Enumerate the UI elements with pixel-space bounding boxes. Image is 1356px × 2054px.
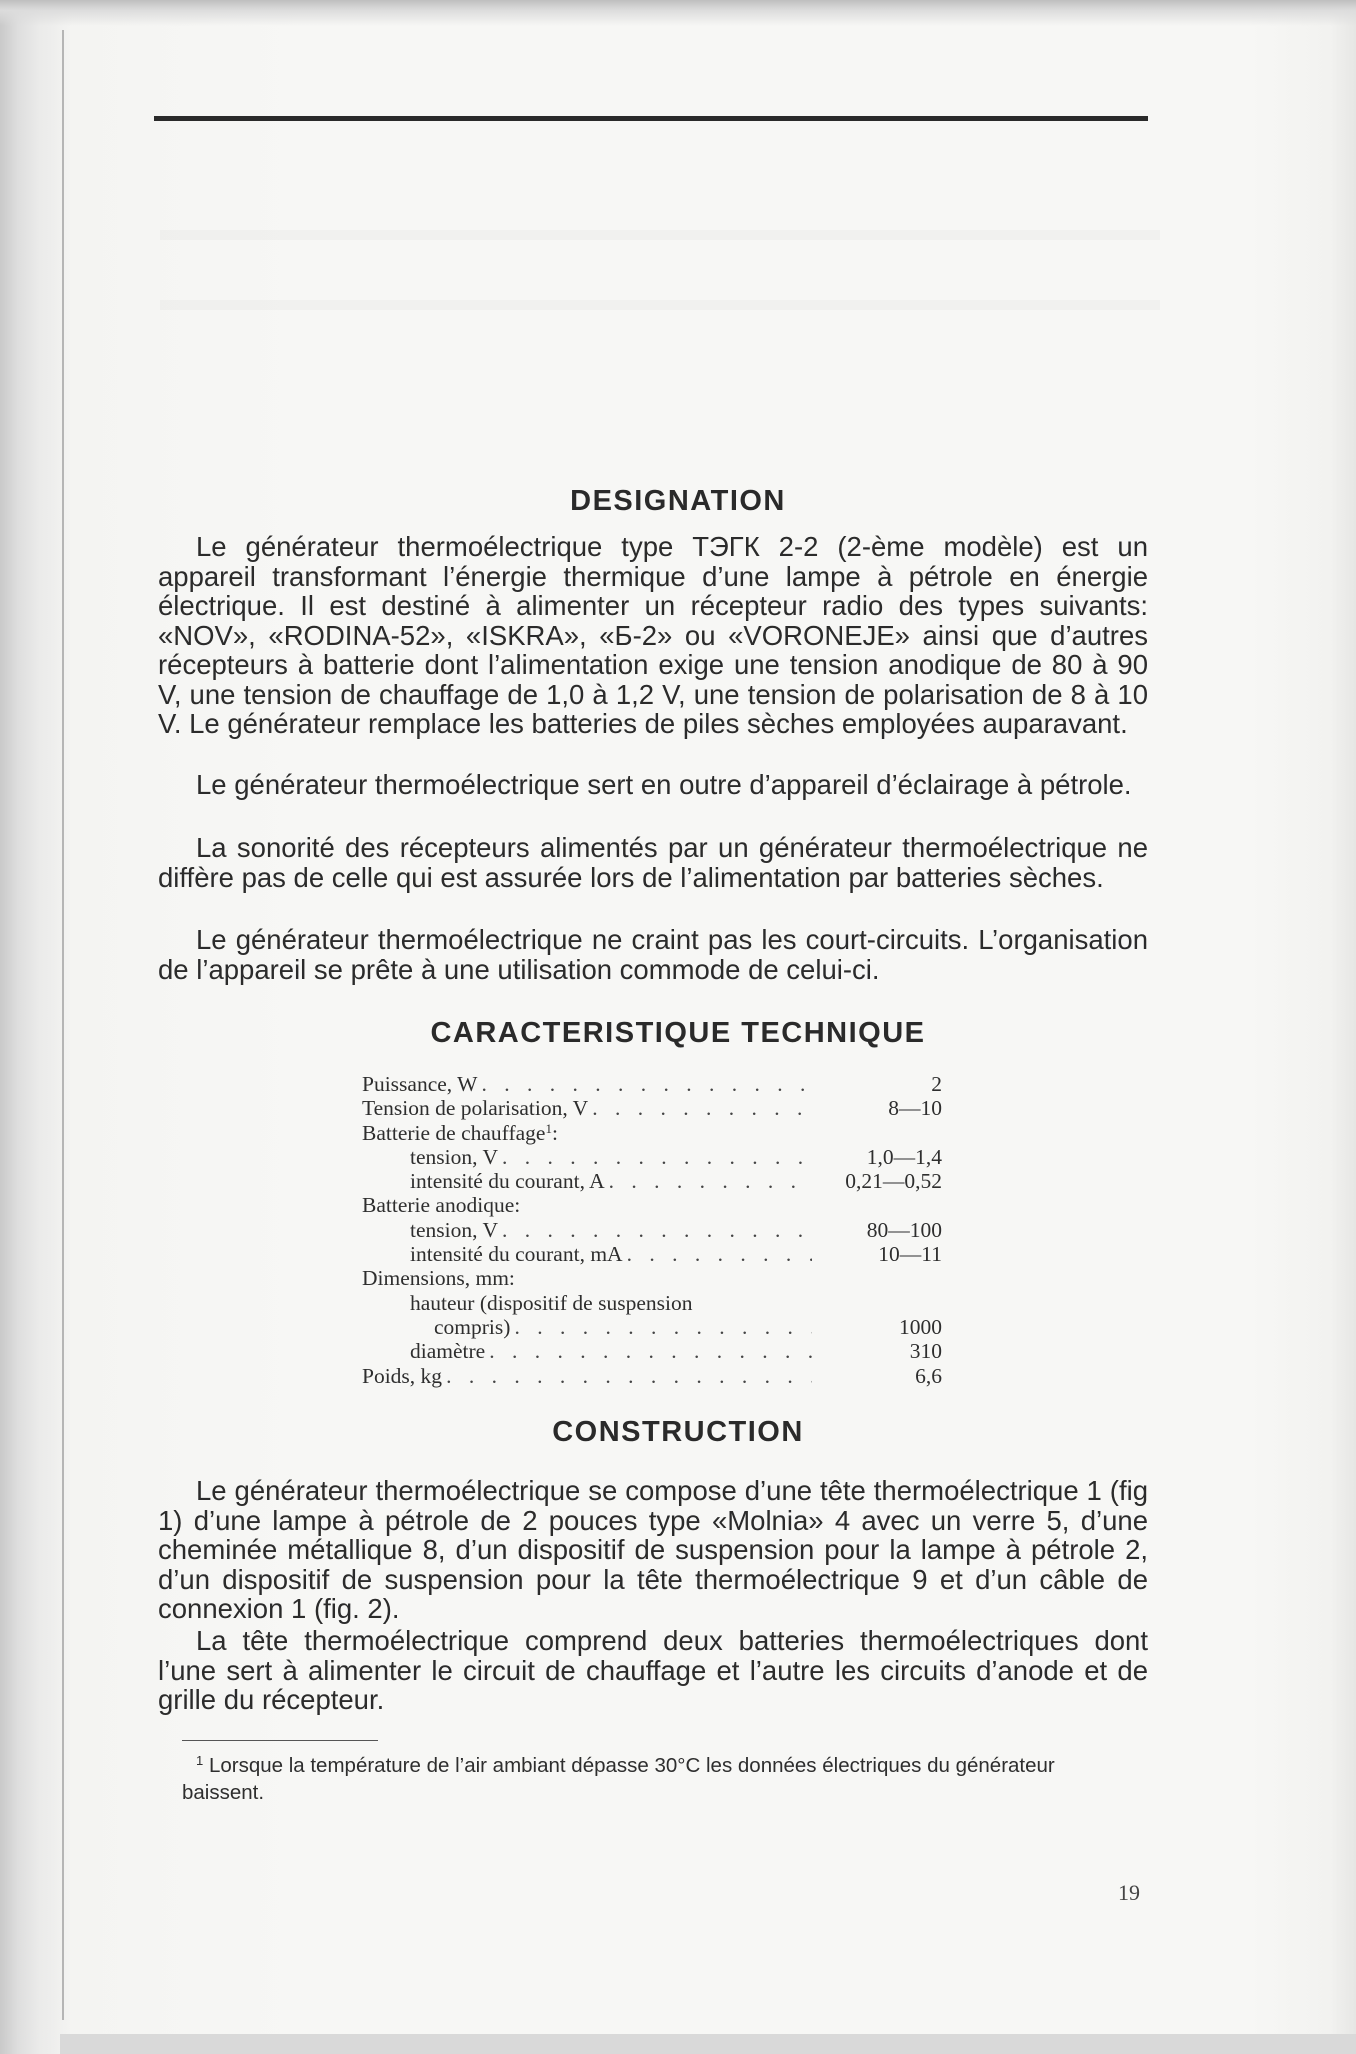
footnote-rule (182, 1740, 378, 1741)
construction-heading: CONSTRUCTION (552, 1416, 804, 1448)
spec-label: tension, V (410, 1144, 498, 1169)
spec-row-heating-voltage (362, 1145, 942, 1169)
designation-paragraph-3: La sonorité des récepteurs alimentés par un générateur thermoélectrique ne diffère pas de celle qui est assurée lors de l’alimentation par batteries sèches. (158, 832, 1148, 893)
technical-spec-list (362, 1072, 942, 1388)
spec-value: 6,6 (915, 1363, 942, 1388)
footnote-marker: 1 (196, 1753, 204, 1768)
spec-group-anode-battery: Batterie anodique: (362, 1193, 521, 1218)
spec-row-weight (362, 1364, 942, 1388)
spec-label: Puissance, W (362, 1072, 478, 1096)
spec-label-height: hauteur (dispositif de suspension (410, 1290, 693, 1315)
spec-row-height (362, 1315, 942, 1339)
spec-row-diameter (362, 1339, 942, 1363)
header-rule (154, 116, 1148, 121)
construction-paragraph-2: La tête thermoélectrique comprend deux batteries thermoélectriques dont l’une sert à alimenter le circuit de chauffage et l’autre les circuits d’anode et de grille du récepteur. (158, 1625, 1148, 1715)
spec-label: Batterie de chauffage (362, 1120, 546, 1145)
dot-leader (485, 1339, 812, 1363)
designation-paragraph-1: Le générateur thermoélectrique type ТЭГК 2-2 (2-ème modèle) est un appareil transformant l’énergie thermique d’une lampe à pétrole en énergie électrique. Il est destiné à alimenter un récepteur radio des types suivants: «NOV», «RODINA-52», «ISKRA», «Б-2» ou «VORONEJE» ainsi que d’autres récepteurs à batterie dont l’alimentation exige une tension anodique de 80 à 90 V, une tension de chauffage de 1,0 à 1,2 V, une tension de polarisation de 8 à 10 V. Le générateur remplace les batteries de piles sèches employées auparavant. (158, 531, 1148, 739)
dot-leader (498, 1218, 812, 1242)
designation-paragraph-2: Le générateur thermoélectrique sert en outre d’appareil d’éclairage à pétrole. (196, 769, 1132, 800)
footnote-text: Lorsque la température de l’air ambiant dépasse 30°C les données électriques du générateur baissent. (182, 1754, 1055, 1804)
footnote-marker: 1 (545, 1120, 552, 1136)
spec-value: 80—100 (866, 1217, 942, 1242)
spec-value: 8—10 (888, 1096, 942, 1121)
spec-value: 1,0—1,4 (866, 1144, 942, 1169)
spec-label: intensité du courant, A (410, 1169, 605, 1194)
spec-label: Poids, kg (362, 1363, 443, 1388)
spec-label: tension, V (410, 1217, 498, 1242)
bottom-page-edge (60, 2034, 1356, 2054)
spec-row-power (362, 1072, 942, 1096)
bleed-through-shadow (160, 300, 1160, 310)
spec-value: 0,21—0,52 (845, 1169, 942, 1194)
spec-group-dimensions: Dimensions, mm: (362, 1266, 515, 1291)
dot-leader (605, 1169, 812, 1193)
spec-value: 310 (909, 1339, 942, 1364)
footnote (182, 1752, 1132, 1806)
dot-leader (588, 1096, 812, 1120)
designation-heading: DESIGNATION (570, 485, 786, 517)
spec-value: 1000 (899, 1314, 942, 1339)
spec-value: 2 (931, 1072, 942, 1096)
designation-paragraph-4: Le générateur thermoélectrique ne craint pas les court-circuits. L’organisation de l’appareil se prête à une utilisation commode de celui-ci. (158, 924, 1148, 985)
spec-row-anode-current (362, 1242, 942, 1266)
page-number: 19 (1118, 1880, 1140, 1905)
spec-row-anode-voltage (362, 1218, 942, 1242)
dot-leader (510, 1315, 812, 1339)
bleed-through-shadow (160, 230, 1160, 240)
spec-value: 10—11 (878, 1242, 942, 1267)
spec-row-heating-current (362, 1169, 942, 1193)
construction-paragraph-1: Le générateur thermoélectrique se compose d’une tête thermoélectrique 1 (fig 1) d’une lampe à pétrole de 2 pouces type «Molnia» 4 avec un verre 5, d’une cheminée métallique 8, d’un dispositif de suspension pour la lampe à pétrole 2, d’un dispositif de suspension pour la tête thermoélectrique 9 et d’un câble de connexion 1 (fig. 2). (158, 1475, 1148, 1624)
dot-leader (498, 1145, 812, 1169)
dot-leader (442, 1364, 812, 1388)
dot-leader (623, 1242, 812, 1266)
spec-label: diamètre (410, 1339, 486, 1364)
spec-label: compris) (434, 1314, 511, 1339)
spec-row-bias-voltage (362, 1096, 942, 1120)
spec-label: Tension de polarisation, V (362, 1096, 589, 1121)
dot-leader (477, 1072, 812, 1096)
top-page-edge (0, 0, 1356, 26)
spec-label: intensité du courant, mA (410, 1242, 623, 1267)
spec-group-heating-battery: Batterie de chauffage$^1$: (362, 1120, 558, 1145)
technical-heading: CARACTERISTIQUE TECHNIQUE (430, 1017, 926, 1049)
